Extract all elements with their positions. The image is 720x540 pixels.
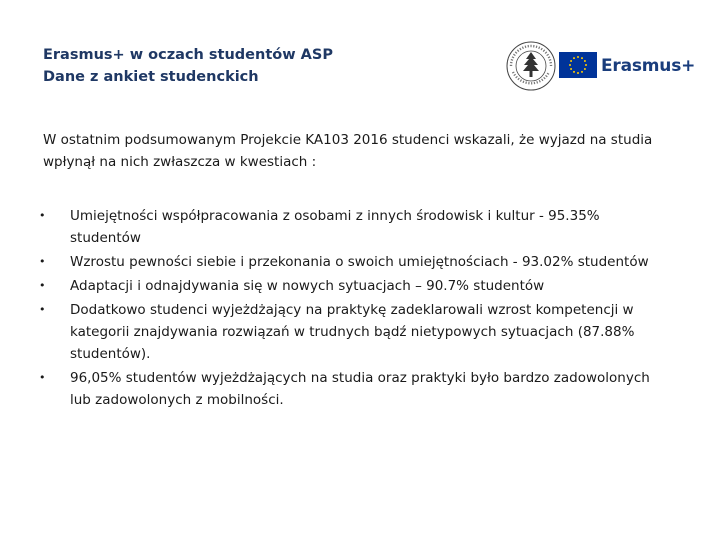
bullet-dot: • bbox=[39, 255, 46, 268]
bullet-list bbox=[39, 205, 673, 413]
flag-star bbox=[573, 71, 575, 73]
flag-star bbox=[577, 72, 579, 74]
intro-paragraph: W ostatnim podsumowanym Projekcie KA103 2016 studenci wskazali, że wyjazd na studia wpłynął na nich zwłaszcza w kwestiach : bbox=[43, 132, 653, 170]
list-item-text: Adaptacji i odnajdywania się w nowych sytuacjach – 90.7% studentów bbox=[70, 278, 545, 294]
bullet-dot: • bbox=[39, 303, 46, 316]
list-item bbox=[39, 205, 673, 249]
erasmus-plus-label: Erasmus+ bbox=[601, 56, 696, 76]
title-line-1: Erasmus+ w oczach studentów ASP bbox=[43, 47, 333, 63]
list-item bbox=[39, 367, 673, 411]
flag-star bbox=[570, 60, 572, 62]
slide-title bbox=[43, 44, 333, 88]
list-item bbox=[39, 251, 673, 273]
list-item bbox=[39, 275, 673, 297]
flag-star bbox=[584, 60, 586, 62]
logo-area bbox=[505, 40, 696, 92]
list-item-text: 96,05% studentów wyjeżdżających na studia oraz praktyki było bardzo zadowolonych lub zadowolonych z mobilności. bbox=[70, 370, 650, 408]
list-item-text: Umiejętności współpracowania z osobami z innych środowisk i kultur - 95.35% studentów bbox=[70, 208, 600, 246]
eu-flag-icon bbox=[559, 52, 597, 78]
bullet-dot: • bbox=[39, 209, 46, 222]
flag-star bbox=[573, 57, 575, 59]
bullet-dot: • bbox=[39, 279, 46, 292]
list-item-text: Wzrostu pewności siebie i przekonania o swoich umiejętnościach - 93.02% studentów bbox=[70, 254, 649, 270]
flag-star bbox=[581, 71, 583, 73]
list-item-text: Dodatkowo studenci wyjeżdżający na praktykę zadeklarowali wzrost kompetencji w kategorii znajdywania rozwiązań w trudnych bądź nietypowych sytuacjach (87.88% studentów). bbox=[70, 302, 635, 362]
title-line-2: Dane z ankiet studenckich bbox=[43, 69, 259, 85]
flag-star bbox=[585, 64, 587, 66]
flag-star bbox=[577, 56, 579, 58]
asp-seal-icon bbox=[505, 40, 557, 92]
flag-star bbox=[570, 68, 572, 70]
list-item bbox=[39, 299, 673, 365]
flag-star bbox=[581, 57, 583, 59]
bullet-dot: • bbox=[39, 371, 46, 384]
flag-star bbox=[584, 68, 586, 70]
flag-star bbox=[569, 64, 571, 66]
